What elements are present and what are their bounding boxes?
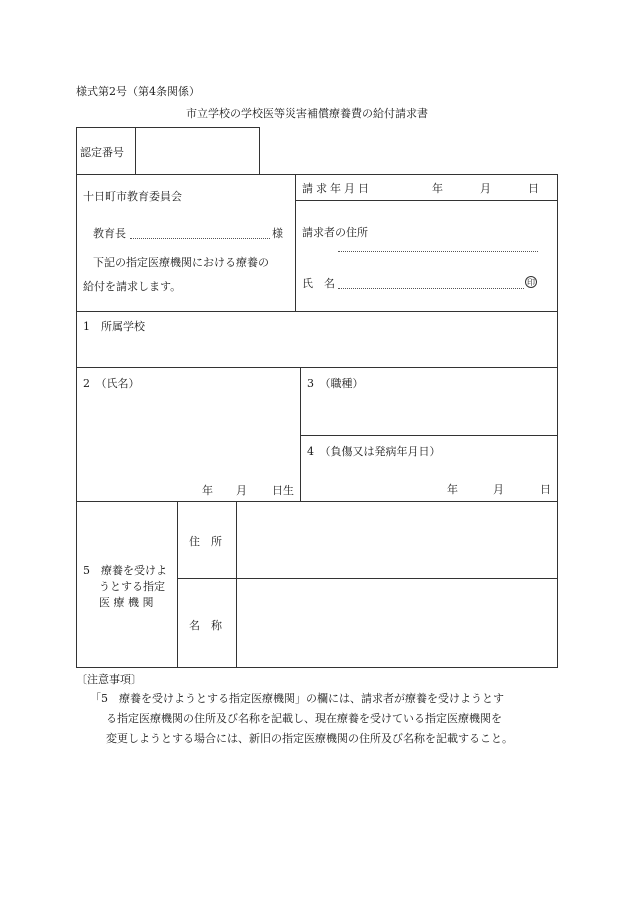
s2-birth-month: 月 (236, 484, 247, 497)
form-number: 様式第2号（第4条関係） (76, 85, 200, 98)
page-title: 市立学校の学校医等災害補償療養費の給付請求書 (186, 107, 428, 120)
s4-day: 日 (540, 483, 551, 496)
s5-col-divider-1 (177, 501, 178, 668)
s2-name-label: 2 （氏名） (83, 377, 140, 390)
notes-line2: る指定医療機関の住所及び名称を記載し、現在療養を受けている指定医療機関を (106, 712, 502, 725)
s4-month: 月 (493, 483, 504, 496)
s2-birth-day: 日生 (272, 484, 294, 497)
s5-divider (177, 578, 558, 579)
row-divider-3 (76, 501, 558, 502)
s4-injury-date-label: 4 （負傷又は発病年月日） (307, 445, 441, 458)
s5-address-label: 住 所 (189, 535, 222, 548)
s3-occupation-label: 3 （職種） (307, 377, 364, 390)
s1-school-label: 1 所属学校 (83, 320, 145, 333)
request-date-day: 日 (528, 182, 539, 195)
notes-line3: 変更しようとする場合には、新旧の指定医療機関の住所及び名称を記載すること。 (106, 732, 513, 745)
s2-birth-year: 年 (202, 484, 213, 497)
addressee-honorific: 様 (272, 227, 283, 240)
s5-label-line3: 医 療 機 関 (99, 596, 154, 609)
row-divider-1 (76, 311, 558, 312)
claimant-name-label: 氏 名 (302, 277, 335, 290)
top-col-divider (295, 174, 296, 311)
s5-facility-name-label: 名 称 (189, 619, 222, 632)
claimant-name-line[interactable] (338, 288, 524, 289)
request-date-label: 請求年月日 (302, 182, 372, 195)
mid-col-divider (300, 367, 301, 501)
addressee-role: 教育長 (93, 227, 126, 240)
s4-year: 年 (447, 483, 458, 496)
date-row-divider (295, 200, 558, 201)
request-date-month: 月 (480, 182, 491, 195)
board-name: 十日町市教育委員会 (83, 190, 182, 203)
s5-label-line2: うとする指定 (99, 580, 165, 593)
cert-number-label: 認定番号 (80, 146, 124, 159)
addressee-dotted-line (130, 238, 270, 239)
s5-col-divider-2 (236, 501, 237, 668)
notes-heading: 〔注意事項〕 (76, 673, 142, 686)
claimant-address-label: 請求者の住所 (302, 226, 368, 239)
claimant-address-line[interactable] (338, 251, 538, 252)
request-text-line2: 給付を請求します。 (83, 280, 182, 293)
s3-s4-divider (300, 435, 558, 436)
request-date-year: 年 (432, 182, 443, 195)
request-text-line1: 下記の指定医療機関における療養の (93, 256, 269, 269)
notes-line1: 「5 療養を受けようとする指定医療機関」の欄には、請求者が療養を受けようとす (90, 692, 504, 705)
s5-label-line1: 5 療養を受けよ (83, 564, 167, 577)
row-divider-2 (76, 367, 558, 368)
seal-mark: 印 (527, 278, 535, 287)
cert-number-divider (135, 127, 136, 175)
